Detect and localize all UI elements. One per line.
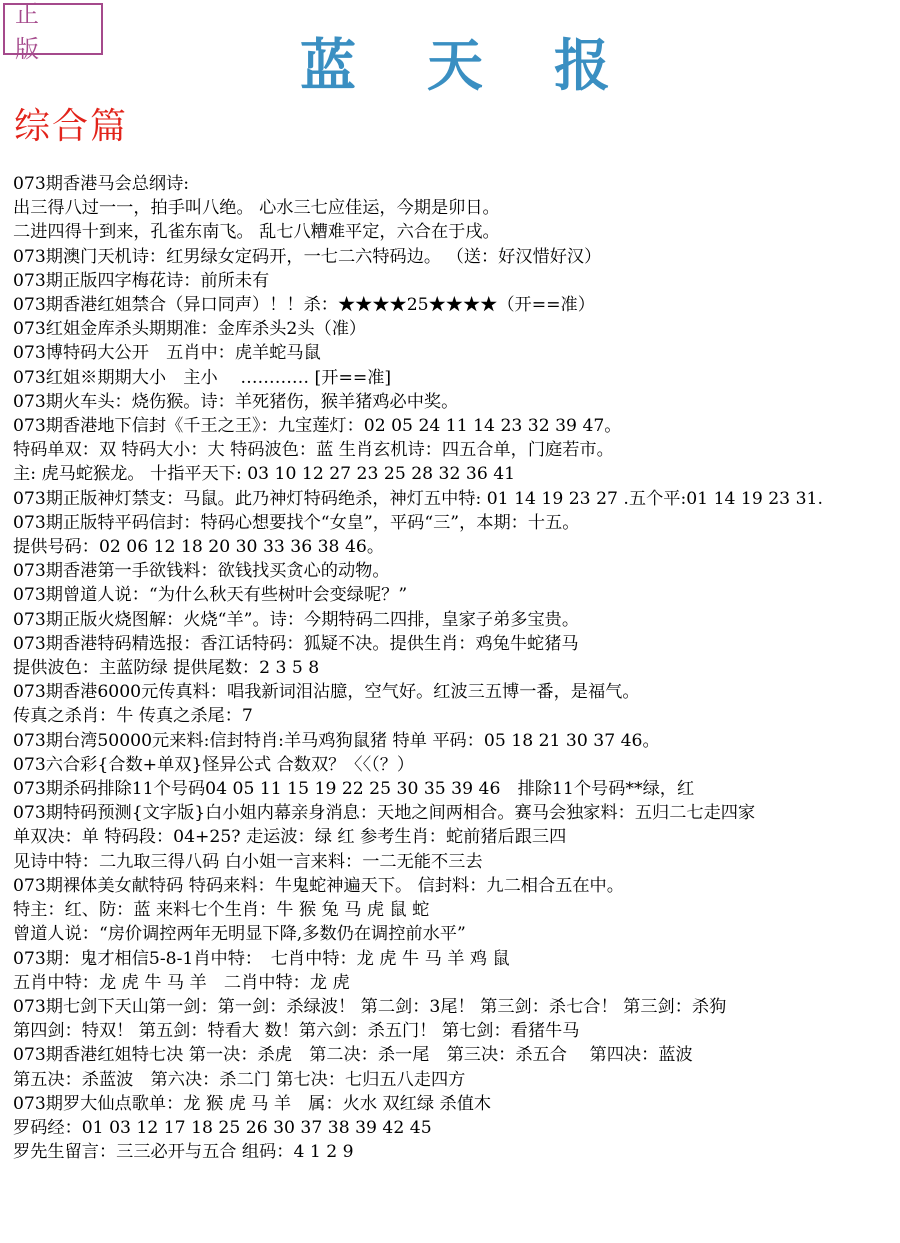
text-line: 073期曾道人说：“为什么秋天有些树叶会变绿呢？” — [13, 585, 408, 606]
text-line: 073期台湾50000元来料:信封特肖:羊马鸡狗鼠猪 特单 平码：05 18 21 30 37 46。 — [13, 730, 660, 751]
text-line: 五肖中特：龙 虎 牛 马 羊 二肖中特：龙 虎 — [13, 972, 350, 993]
text-line: 073博特码大公开 五肖中：虎羊蛇马鼠 — [13, 343, 321, 364]
text-line: 见诗中特：二九取三得八码 白小姐一言来料：一二无能不三去 — [13, 851, 483, 872]
text-line: 073期香港第一手欲钱料：欲钱找买贪心的动物。 — [13, 561, 390, 582]
text-line: 073期正版神灯禁支：马鼠。此乃神灯特码绝杀，神灯五中特: 01 14 19 23 27 .五个平:01 14 19 23 31. — [13, 488, 823, 509]
text-line: 主: 虎马蛇猴龙。 十指平天下: 03 10 12 27 23 25 28 32 36 41 — [13, 464, 516, 485]
text-line: 提供波色：主蓝防绿 提供尾数：2 3 5 8 — [13, 658, 320, 679]
text-line: 073期香港地下信封《千王之王》：九宝莲灯：02 05 24 11 14 23 32 39 47。 — [13, 416, 622, 437]
text-line: 073期香港特码精选报：香江话特码：狐疑不决。提供生肖：鸡兔牛蛇猪马 — [13, 633, 579, 654]
text-line: 073期：鬼才相信5-8-1肖中特： 七肖中特：龙 虎 牛 马 羊 鸡 鼠 — [13, 948, 510, 969]
text-line: 第五决：杀蓝波 第六决：杀二门 第七决：七归五八走四方 — [13, 1069, 466, 1090]
text-line: 073期罗大仙点歌单：龙 猴 虎 马 羊 属：火水 双红绿 杀值木 — [13, 1093, 492, 1114]
text-line: 罗先生留言：三三必开与五合 组码：4 1 2 9 — [13, 1142, 354, 1163]
text-line: 出三得八过一一，拍手叫八绝。 心水三七应佳运，今期是卯日。 — [13, 198, 500, 219]
text-line: 073六合彩{合数+单双}怪异公式 合数双？〈〈（？） — [13, 754, 415, 775]
text-line: 073期正版特平码信封：特码心想要找个“女皇”，平码“三”，本期：十五。 — [13, 512, 580, 533]
official-badge: 正 版 — [3, 3, 103, 55]
text-line: 传真之杀肖：牛 传真之杀尾：7 — [13, 706, 253, 727]
text-line: 073期特码预测{文字版}白小姐内幕亲身消息：天地之间两相合。赛马会独家料：五归二七走四家 — [13, 803, 756, 824]
text-line: 073期杀码排除11个号码04 05 11 15 19 22 25 30 35 39 46 排除11个号码**绿，红 — [13, 779, 695, 800]
title-char-2: 天 — [427, 33, 483, 99]
text-line: 罗码经：01 03 12 17 18 25 26 30 37 38 39 42 45 — [13, 1117, 432, 1138]
text-line: 073期香港红姐特七决 第一决：杀虎 第二决：杀一尾 第三决：杀五合 第四决：蓝波 — [13, 1045, 693, 1066]
section-heading: 综合篇 — [14, 106, 129, 147]
text-line: 第四剑：特双！ 第五剑：特看大 数！第六剑：杀五门！ 第七剑：看猪牛马 — [13, 1021, 580, 1042]
text-line: 073期裸体美女献特码 特码来料：牛鬼蛇神遍天下。 信封料：九二相合五在中。 — [13, 875, 624, 896]
text-line: 073红姐金库杀头期期准：金库杀头2头（准） — [13, 319, 367, 340]
text-line: 073期香港红姐禁合（异口同声）！！杀：★★★★25★★★★（开==准） — [13, 295, 595, 316]
title-char-3: 报 — [554, 33, 610, 99]
title-char-1: 蓝 — [300, 33, 356, 99]
text-line: 特码单双：双 特码大小：大 特码波色：蓝 生肖玄机诗：四五合单，门庭若市。 — [13, 440, 614, 461]
text-line: 073期正版四字梅花诗：前所未有 — [13, 270, 270, 291]
text-line: 曾道人说：“房价调控两年无明显下降,多数仍在调控前水平” — [13, 924, 466, 945]
text-line: 单双决：单 特码段：04+25? 走运波：绿 红 参考生肖：蛇前猪后跟三四 — [13, 827, 567, 848]
text-line: 073红姐※期期大小 主小 ………… [开==准] — [13, 367, 392, 388]
text-line: 073期火车头：烧伤猴。诗：羊死猪伤，猴羊猪鸡必中奖。 — [13, 391, 459, 412]
text-line: 073期正版火烧图解：火烧“羊”。诗：今期特码二四排，皇家子弟多宝贵。 — [13, 609, 580, 630]
text-line: 073期七剑下天山第一剑：第一剑：杀绿波！ 第二剑：3尾！ 第三剑：杀七合！ 第三剑：杀狗 — [13, 996, 727, 1017]
content-lines — [13, 172, 897, 1164]
text-line: 二进四得十到来，孔雀东南飞。 乱七八糟难平定，六合在于戌。 — [13, 222, 500, 243]
text-line: 073期香港马会总纲诗: — [13, 174, 190, 194]
page-title — [300, 22, 610, 102]
text-line: 特主：红、防：蓝 来料七个生肖：牛 猴 兔 马 虎 鼠 蛇 — [13, 900, 430, 921]
text-line: 提供号码：02 06 12 18 20 30 33 36 38 46。 — [13, 537, 385, 558]
text-line: 073期澳门天机诗：红男绿女定码开，一七二六特码边。 （送：好汉惜好汉） — [13, 246, 602, 267]
text-line: 073期香港6000元传真料：唱我新词泪沾臆，空气好。红波三五博一番，是福气。 — [13, 682, 640, 703]
